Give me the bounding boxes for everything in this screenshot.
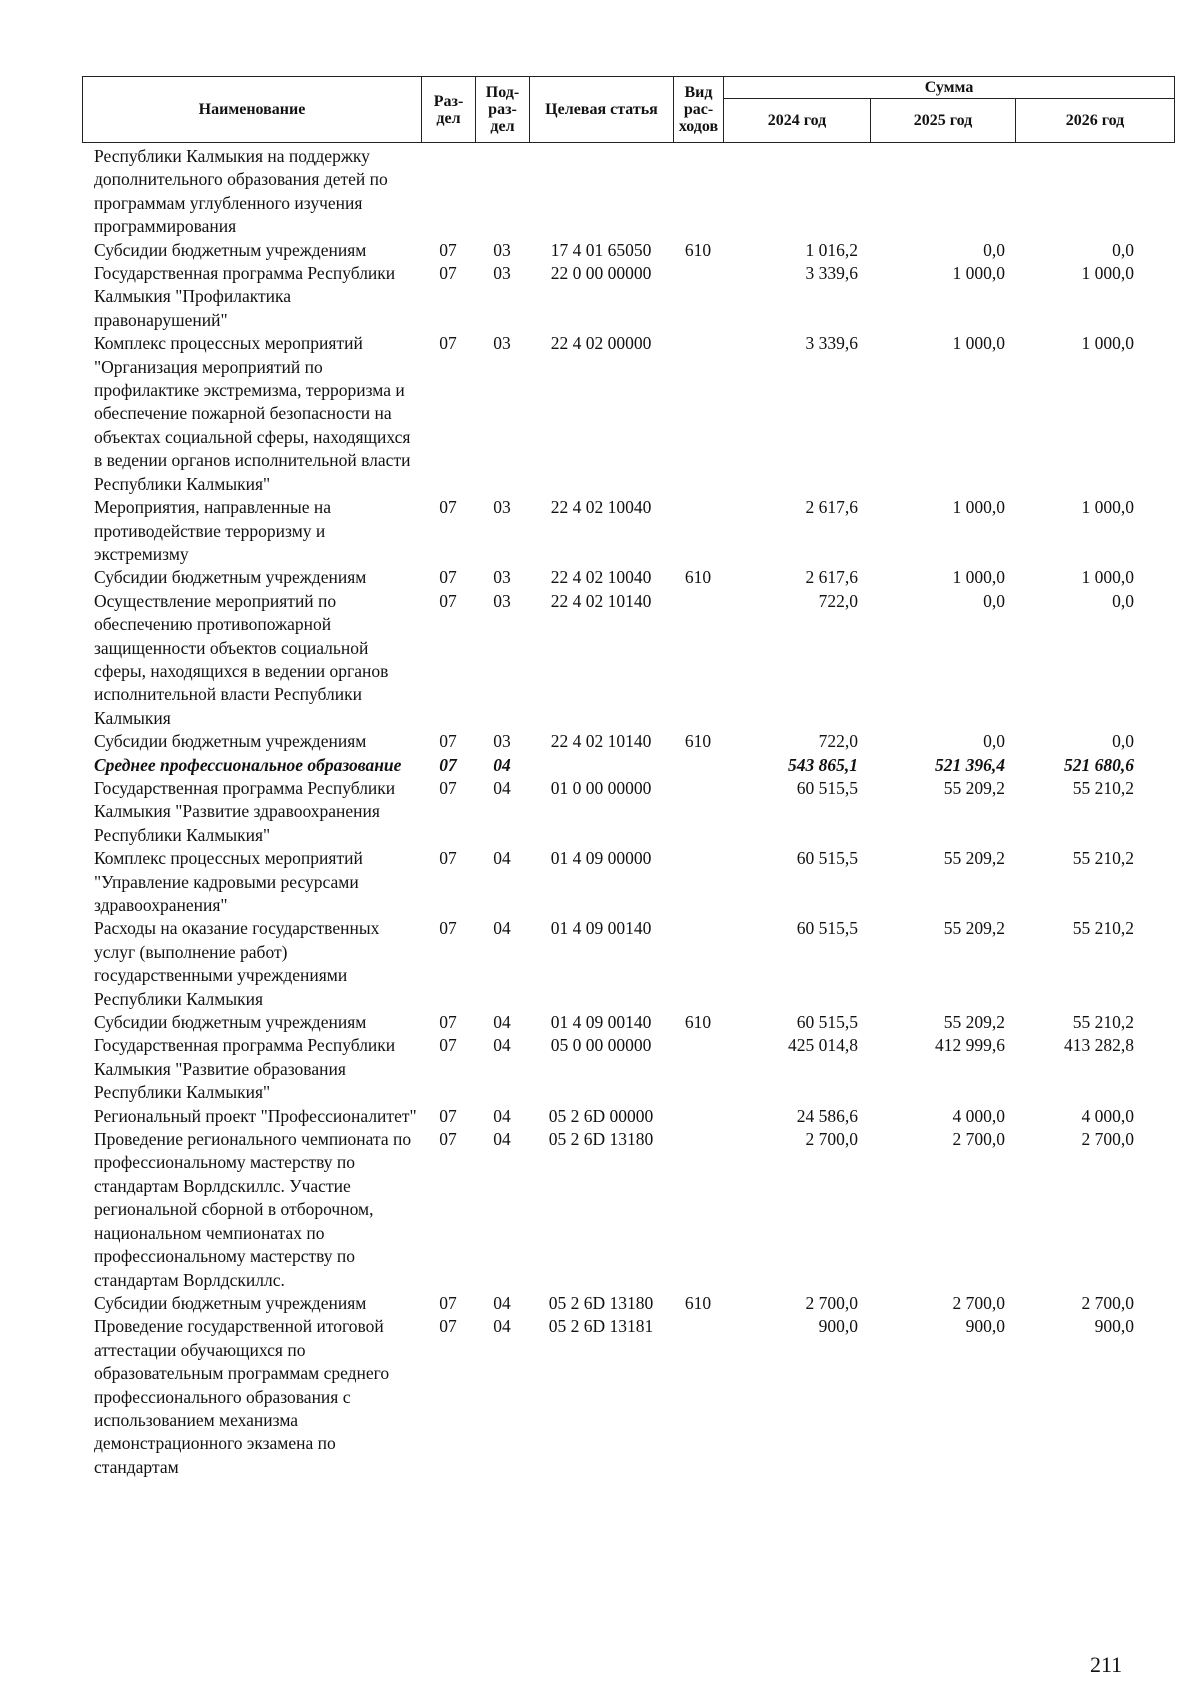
row-podrazdel: 03 <box>493 567 511 588</box>
row-name: Государственная программа Республики Калмыкия "Развитие здравоохранения Республики Калмыкия" <box>94 777 396 845</box>
row-2026: 2 700,0 <box>1081 1129 1134 1150</box>
row-razdel: 07 <box>439 1012 457 1033</box>
row-podrazdel: 03 <box>493 239 511 260</box>
table-body <box>82 145 1174 1479</box>
row-2026: 55 210,2 <box>1072 777 1134 798</box>
row-2025: 0,0 <box>983 239 1005 260</box>
row-2025: 0,0 <box>983 731 1005 752</box>
row-2026: 0,0 <box>1112 590 1134 611</box>
row-2026: 55 210,2 <box>1072 848 1134 869</box>
table-row <box>82 917 1174 1011</box>
row-2026: 1 000,0 <box>1081 263 1134 284</box>
row-2026: 413 282,8 <box>1064 1035 1134 1056</box>
row-name: Комплекс процессных мероприятий "Управление кадровыми ресурсами здравоохранения" <box>94 848 363 915</box>
row-2025: 412 999,6 <box>935 1035 1005 1056</box>
row-razdel: 07 <box>439 777 457 798</box>
table-row <box>82 332 1174 496</box>
row-statya: 01 4 09 00000 <box>550 848 652 869</box>
table-row <box>82 1034 1174 1104</box>
row-2025: 0,0 <box>983 590 1005 611</box>
row-2024: 2 700,0 <box>805 1129 858 1150</box>
row-2024: 60 515,5 <box>796 848 858 869</box>
header-statya: Целевая статья <box>530 77 674 143</box>
table-row <box>82 590 1174 730</box>
row-2025: 1 000,0 <box>952 567 1005 588</box>
row-podrazdel: 03 <box>493 731 511 752</box>
header-summa: Сумма <box>724 77 1175 99</box>
row-name: Комплекс процессных мероприятий "Организация мероприятий по профилактике экстремизма, терроризма и обеспечение пожарной безопасности на объектах социальной сферы, находящихся в ведении органов исполнительной власти Республики Калмыкия" <box>94 333 411 494</box>
row-2024: 60 515,5 <box>796 918 858 939</box>
row-name: Республики Калмыкия на поддержку дополнительного образования детей по программам углубленного изучения программирования <box>94 146 388 237</box>
row-2025: 521 396,4 <box>935 754 1005 775</box>
row-name: Субсидии бюджетным учреждениям <box>94 1292 367 1313</box>
row-vid <box>673 1034 723 1104</box>
row-2024: 60 515,5 <box>796 1012 858 1033</box>
row-statya: 22 4 02 10040 <box>550 497 652 518</box>
row-name: Субсидии бюджетным учреждениям <box>94 1012 367 1033</box>
row-2025: 4 000,0 <box>952 1105 1005 1126</box>
row-vid: 610 <box>684 1012 712 1033</box>
row-name: Мероприятия, направленные на противодействие терроризму и экстремизму <box>94 497 332 564</box>
row-vid: 610 <box>684 731 712 752</box>
row-2024: 60 515,5 <box>796 777 858 798</box>
row-2024: 2 617,6 <box>805 497 858 518</box>
row-2026: 1 000,0 <box>1081 333 1134 354</box>
row-podrazdel <box>475 145 529 239</box>
row-name: Субсидии бюджетным учреждениям <box>94 239 367 260</box>
row-razdel: 07 <box>439 848 457 869</box>
row-name: Субсидии бюджетным учреждениям <box>94 567 367 588</box>
row-2026 <box>1015 145 1142 239</box>
row-2024: 1 016,2 <box>805 239 858 260</box>
table-row <box>82 754 1174 777</box>
row-statya: 05 2 6D 00000 <box>548 1105 654 1126</box>
table-row <box>82 847 1174 917</box>
row-statya: 05 2 6D 13180 <box>548 1129 654 1150</box>
table-row <box>82 239 1174 262</box>
row-2025: 55 209,2 <box>943 1012 1005 1033</box>
table-row <box>82 145 1174 239</box>
row-razdel: 07 <box>439 333 457 354</box>
table-row <box>82 496 1174 566</box>
row-2026: 55 210,2 <box>1072 918 1134 939</box>
row-2024: 900,0 <box>818 1316 858 1337</box>
row-statya: 17 4 01 65050 <box>550 239 652 260</box>
row-2024: 543 865,1 <box>788 754 858 775</box>
row-2025: 2 700,0 <box>952 1129 1005 1150</box>
table-row <box>82 566 1174 589</box>
budget-table <box>82 76 1174 1479</box>
row-2025: 55 209,2 <box>943 918 1005 939</box>
row-vid <box>673 1105 723 1128</box>
row-statya: 01 4 09 00140 <box>550 918 652 939</box>
table-row <box>82 730 1174 753</box>
table-row <box>82 1128 1174 1292</box>
row-podrazdel: 03 <box>493 497 511 518</box>
row-razdel: 07 <box>439 1129 457 1150</box>
table-row <box>82 1315 1174 1479</box>
row-razdel: 07 <box>439 263 457 284</box>
row-2025: 1 000,0 <box>952 333 1005 354</box>
row-2024 <box>723 145 870 239</box>
row-2025: 900,0 <box>965 1316 1005 1337</box>
table-row <box>82 1292 1174 1315</box>
row-2025: 1 000,0 <box>952 263 1005 284</box>
header-name: Наименование <box>83 77 422 143</box>
row-2025: 2 700,0 <box>952 1292 1005 1313</box>
row-2024: 2 700,0 <box>805 1292 858 1313</box>
row-vid <box>673 754 723 777</box>
row-razdel: 07 <box>439 590 457 611</box>
row-name: Осуществление мероприятий по обеспечению противопожарной защищенности объектов социальной сферы, находящихся в ведении органов исполнительной власти Республики Калмыкия <box>94 590 389 728</box>
row-vid <box>673 590 723 730</box>
row-razdel: 07 <box>439 239 457 260</box>
row-podrazdel: 04 <box>493 1129 511 1150</box>
row-2026: 55 210,2 <box>1072 1012 1134 1033</box>
header-2025: 2025 год <box>871 99 1016 143</box>
row-name: Проведение государственной итоговой аттестации обучающихся по образовательным программам среднего профессионального образования с использованием механизма демонстрационного экзамена по стандартам <box>94 1316 390 1477</box>
row-name: Государственная программа Республики Калмыкия "Развитие образования Республики Калмыкия" <box>94 1035 396 1103</box>
row-name: Проведение регионального чемпионата по профессиональному мастерству по стандартам Ворлдскиллс. Участие региональной сборной в отборочном, национальном чемпионатах по профессиональному мастерству по стандартам Ворлдскиллс. <box>94 1129 412 1290</box>
row-razdel: 07 <box>439 1292 457 1313</box>
row-2025 <box>870 145 1015 239</box>
row-name: Среднее профессиональное образование <box>94 754 402 775</box>
row-2026: 2 700,0 <box>1081 1292 1134 1313</box>
row-2024: 3 339,6 <box>805 263 858 284</box>
page-number: 211 <box>1090 1652 1123 1677</box>
row-name: Субсидии бюджетным учреждениям <box>94 731 367 752</box>
row-vid <box>673 1315 723 1479</box>
header-podrazdel: Под- раз- дел <box>476 77 530 143</box>
row-vid: 610 <box>684 239 712 260</box>
row-2026: 900,0 <box>1094 1316 1134 1337</box>
row-razdel <box>421 145 475 239</box>
table-row <box>82 262 1174 332</box>
row-2025: 1 000,0 <box>952 497 1005 518</box>
row-vid <box>673 1128 723 1292</box>
row-podrazdel: 03 <box>493 333 511 354</box>
row-2024: 24 586,6 <box>796 1105 858 1126</box>
row-podrazdel: 04 <box>493 1316 511 1337</box>
row-razdel: 07 <box>439 731 457 752</box>
row-razdel: 07 <box>439 1105 457 1126</box>
row-2025: 55 209,2 <box>943 848 1005 869</box>
row-name: Расходы на оказание государственных услуг (выполнение работ) государственными учреждениями Республики Калмыкия <box>94 918 380 1009</box>
row-vid <box>673 917 723 1011</box>
row-2026: 0,0 <box>1112 239 1134 260</box>
row-vid <box>673 262 723 332</box>
row-statya: 22 4 02 00000 <box>550 333 652 354</box>
row-name: Региональный проект "Профессионалитет" <box>94 1105 417 1126</box>
row-vid <box>673 777 723 847</box>
header-vid: Вид рас- ходов <box>674 77 724 143</box>
row-2024: 722,0 <box>818 590 858 611</box>
table-row <box>82 1105 1174 1128</box>
row-2024: 425 014,8 <box>788 1035 858 1056</box>
table-row <box>82 777 1174 847</box>
row-podrazdel: 04 <box>493 1292 511 1313</box>
row-podrazdel: 04 <box>493 1035 511 1056</box>
row-statya: 05 0 00 00000 <box>550 1035 652 1056</box>
row-vid <box>673 332 723 496</box>
row-2024: 3 339,6 <box>805 333 858 354</box>
row-razdel: 07 <box>439 918 457 939</box>
row-statya: 22 4 02 10140 <box>550 590 652 611</box>
row-razdel: 07 <box>439 1316 457 1337</box>
row-podrazdel: 04 <box>493 848 511 869</box>
row-razdel: 07 <box>439 497 457 518</box>
row-statya: 01 4 09 00140 <box>550 1012 652 1033</box>
row-podrazdel: 04 <box>493 1105 511 1126</box>
row-statya: 05 2 6D 13181 <box>548 1316 654 1337</box>
row-vid: 610 <box>684 1292 712 1313</box>
header-2024: 2024 год <box>724 99 871 143</box>
row-2026: 1 000,0 <box>1081 497 1134 518</box>
row-2024: 2 617,6 <box>805 567 858 588</box>
row-podrazdel: 04 <box>493 1012 511 1033</box>
row-2026: 521 680,6 <box>1064 754 1134 775</box>
row-statya <box>529 145 673 239</box>
row-podrazdel: 04 <box>493 918 511 939</box>
row-vid <box>673 496 723 566</box>
row-2026: 0,0 <box>1112 731 1134 752</box>
row-statya <box>529 754 673 777</box>
row-2025: 55 209,2 <box>943 777 1005 798</box>
row-2026: 1 000,0 <box>1081 567 1134 588</box>
row-statya: 01 0 00 00000 <box>550 777 652 798</box>
row-name: Государственная программа Республики Калмыкия "Профилактика правонарушений" <box>94 263 396 330</box>
row-podrazdel: 03 <box>493 263 511 284</box>
row-2026: 4 000,0 <box>1081 1105 1134 1126</box>
row-statya: 22 4 02 10140 <box>550 731 652 752</box>
table-header <box>82 76 1175 143</box>
row-vid: 610 <box>684 567 712 588</box>
row-razdel: 07 <box>439 754 457 775</box>
row-2024: 722,0 <box>818 731 858 752</box>
row-statya: 22 4 02 10040 <box>550 567 652 588</box>
row-vid <box>673 847 723 917</box>
row-podrazdel: 04 <box>493 754 511 775</box>
header-razdel: Раз- дел <box>422 77 476 143</box>
header-2026: 2026 год <box>1016 99 1175 143</box>
row-podrazdel: 03 <box>493 590 511 611</box>
table-row <box>82 1011 1174 1034</box>
row-statya: 22 0 00 00000 <box>550 263 652 284</box>
row-razdel: 07 <box>439 567 457 588</box>
row-podrazdel: 04 <box>493 777 511 798</box>
row-statya: 05 2 6D 13180 <box>548 1292 654 1313</box>
row-vid <box>673 145 723 239</box>
row-razdel: 07 <box>439 1035 457 1056</box>
